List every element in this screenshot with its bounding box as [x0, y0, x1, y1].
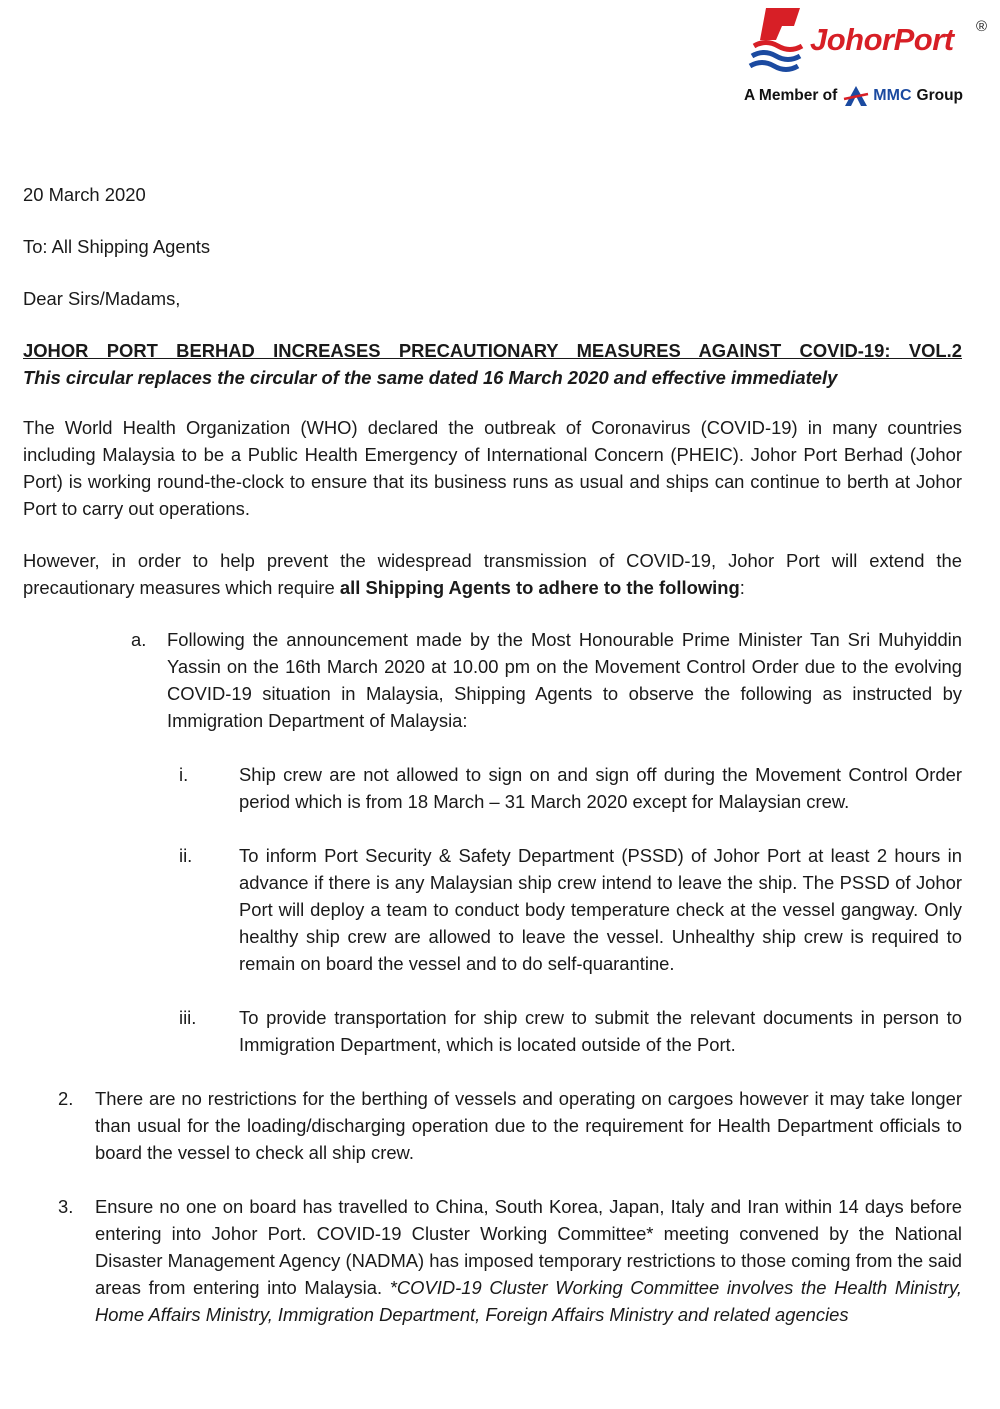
- circular-body: [23, 181, 962, 1355]
- list-item-text: Following the announcement made by the Most Honourable Prime Minister Tan Sri Muhyiddin Yassin on the 16th March 2020 at 10.00 pm on the Movement Control Order due to the evolving COVID-19 situation in Malaysia, Shipping Agents to observe the following as instructed by Immigration Department of Malaysia:: [167, 629, 962, 731]
- committee-footnote: *COVID-19 Cluster Working Committee involves the Health Ministry, Home Affairs Ministry, Immigration Department, Foreign Affairs Ministry and related agencies: [95, 1277, 962, 1325]
- list-item-text: Ensure no one on board has travelled to China, South Korea, Japan, Italy and Iran within 14 days before entering into Johor Port. COVID-19 Cluster Working Committee* meeting convened by the National Disaster Management Agency (NADMA) has imposed temporary restrictions to those coming from the said areas from entering into Malaysia.: [95, 1196, 962, 1298]
- list-marker: 3.: [58, 1196, 74, 1217]
- list-item-a: [131, 626, 962, 734]
- list-marker: 2.: [58, 1088, 74, 1109]
- measures-lead: However, in order to help prevent the widespread transmission of COVID-19, Johor Port will extend the precautionary measures which require: [23, 550, 962, 598]
- group-name: MMC: [873, 87, 912, 104]
- list-item-2: [58, 1085, 962, 1166]
- list-marker: a.: [131, 629, 147, 650]
- list-marker: ii.: [179, 845, 193, 866]
- registered-mark: ®: [976, 18, 988, 35]
- mmc-logo-icon: [843, 85, 869, 107]
- list-item-text: Ship crew are not allowed to sign on and sign off during the Movement Control Order period which is from 18 March – 31 March 2020 except for Malaysian crew.: [239, 764, 962, 812]
- sub-item-iii: [179, 1004, 962, 1058]
- circular-subheadline: This circular replaces the circular of the same dated 16 March 2020 and effective immediately: [23, 367, 838, 388]
- measures-emphasis: all Shipping Agents to adhere to the following: [339, 577, 740, 598]
- measures-paragraph: [23, 547, 962, 601]
- measures-colon: :: [739, 577, 745, 598]
- brand-name: JohorPort: [810, 22, 954, 57]
- company-logo: [744, 4, 994, 108]
- letter-date: 20 March 2020: [23, 184, 146, 205]
- group-suffix: Group: [916, 87, 964, 104]
- member-prefix: A Member of: [744, 87, 838, 104]
- johor-port-logo-icon: [746, 6, 808, 76]
- intro-paragraph: The World Health Organization (WHO) declared the outbreak of Coronavirus (COVID-19) in many countries including Malaysia to be a Public Health Emergency of International Concern (PHEIC). Johor Port Berhad (Johor Port) is working round-the-clock to ensure that its business runs as usual and ships can continue to berth at Johor Port to carry out operations.: [23, 417, 962, 519]
- list-marker: i.: [179, 764, 189, 785]
- sub-item-i: [179, 761, 962, 815]
- sub-item-ii: [179, 842, 962, 977]
- member-line: [744, 85, 963, 107]
- list-item-text: There are no restrictions for the berthing of vessels and operating on cargoes however it may take longer than usual for the loading/discharging operation due to the requirement for Health Department officials to board the vessel to check all ship crew.: [95, 1088, 962, 1163]
- list-item-text: To inform Port Security & Safety Department (PSSD) of Johor Port at least 2 hours in advance if there is any Malaysian ship crew intend to leave the ship. The PSSD of Johor Port will deploy a team to conduct body temperature check at the vessel gangway. Only healthy ship crew are allowed to leave the vessel. Unhealthy ship crew is required to remain on board the vessel and to do self-quarantine.: [239, 845, 962, 974]
- list-marker: iii.: [179, 1007, 197, 1028]
- list-item-3: [58, 1193, 962, 1328]
- letter-salutation: Dear Sirs/Madams,: [23, 288, 181, 309]
- list-item-text: To provide transportation for ship crew to submit the relevant documents in person to Immigration Department, which is located outside of the Port.: [239, 1007, 962, 1055]
- circular-headline: JOHOR PORT BERHAD INCREASES PRECAUTIONARY MEASURES AGAINST COVID-19: VOL.2: [23, 340, 962, 361]
- letter-recipient: To: All Shipping Agents: [23, 236, 211, 257]
